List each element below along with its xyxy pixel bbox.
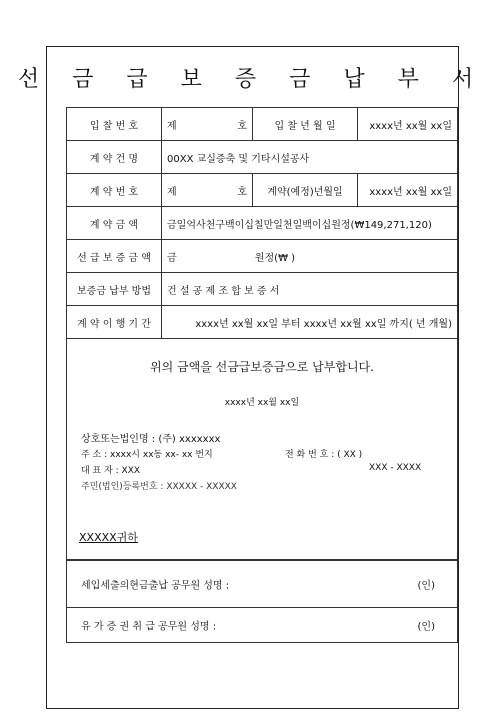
- contract-date-value: xxxx년 xx월 xx일: [358, 174, 458, 207]
- prefix-text: 제: [167, 120, 177, 132]
- official-label: 유 가 증 권 취 급 공무원 성명 :: [81, 621, 217, 633]
- recipient-name: XXXXX귀하: [79, 531, 138, 544]
- bid-number-field: [162, 108, 253, 141]
- table-row: [67, 240, 458, 273]
- info-table: [66, 107, 458, 339]
- table-row: [67, 207, 458, 240]
- contract-amount-value: 금일억사천구백이십칠만일천일백이십원정(₩149,271,120): [162, 207, 458, 240]
- official-row: [66, 608, 458, 643]
- prefix-text: 금: [167, 252, 177, 264]
- contract-number-field: [162, 174, 253, 207]
- table-row: [67, 108, 458, 141]
- document-title: 선 금 급 보 증 금 납 부 서: [17, 67, 487, 92]
- phone: 전 화 번 호 : ( XX ): [285, 450, 363, 460]
- payment-method-value: 건 설 공 제 조 합 보 증 서: [162, 273, 458, 306]
- table-row: [67, 141, 458, 174]
- declaration-box: [66, 339, 458, 560]
- representative-phone: XXX - XXXX: [369, 463, 422, 473]
- bid-date-value: xxxx년 xx월 xx일: [358, 108, 458, 141]
- representative: 대 표 자 : XXX: [81, 466, 141, 476]
- period-value: xxxx년 xx월 xx일 부터 xxxx년 xx월 xx일 까지( 년 개월): [162, 306, 458, 339]
- suffix-text: 호: [237, 186, 247, 198]
- row-label: 계 약 이 행 기 간: [67, 306, 162, 339]
- row-label: 계 약 건 명: [67, 141, 162, 174]
- table-row: [67, 174, 458, 207]
- official-label: 세입세출의현금출납 공무원 성명 :: [81, 580, 230, 592]
- bid-date-label: 입 찰 년 월 일: [253, 108, 358, 141]
- contract-name-value: 00XX 교실증축 및 기타시설공사: [162, 141, 458, 174]
- row-label: 선 급 보 증 금 액: [67, 240, 162, 273]
- stamp-mark: (인): [417, 580, 435, 592]
- stamp-mark: (인): [417, 621, 435, 633]
- contract-date-label: 계약(예정)년월일: [253, 174, 358, 207]
- table-row: [67, 273, 458, 306]
- declaration-date: xxxx년 xx월 xx일: [224, 398, 300, 408]
- row-label: 계 약 금 액: [67, 207, 162, 240]
- prefix-text: 제: [167, 186, 177, 198]
- official-row: [66, 560, 458, 608]
- suffix-text: 호: [237, 120, 247, 132]
- declaration-message: 위의 금액을 선금급보증금으로 납부합니다.: [150, 360, 374, 374]
- registration-number: 주민(법인)등록번호 : XXXXX - XXXXX: [81, 482, 237, 492]
- company-name: 상호또는법인명 : (주) xxxxxxx: [81, 434, 221, 445]
- row-label: 계 약 번 호: [67, 174, 162, 207]
- row-label: 입 찰 번 호: [67, 108, 162, 141]
- row-label: 보증금 납부 방법: [67, 273, 162, 306]
- suffix-text: 원정(₩ ): [254, 252, 296, 264]
- advance-amount-field: [162, 240, 458, 273]
- table-row: [67, 306, 458, 339]
- address: 주 소 : xxxx시 xx동 xx- xx 번지: [81, 450, 213, 460]
